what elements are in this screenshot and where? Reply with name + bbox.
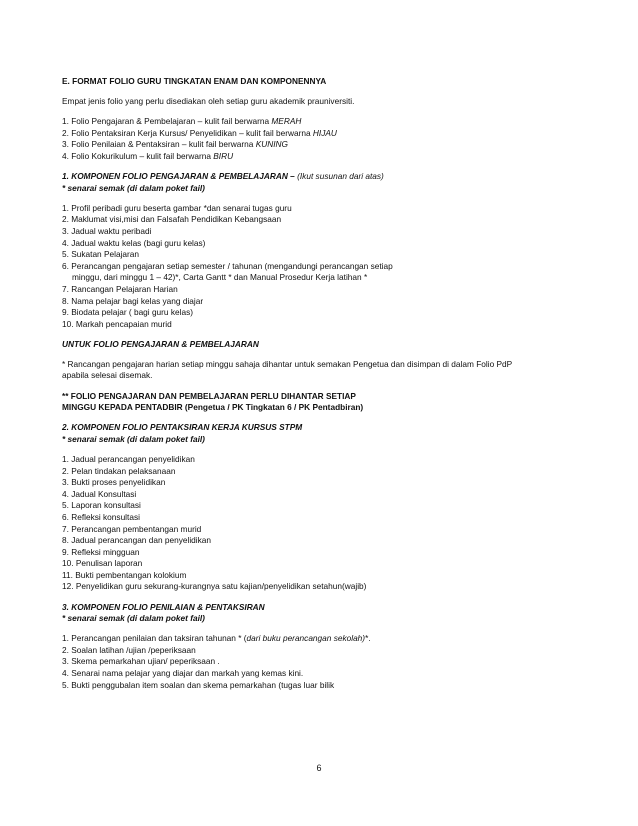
komponen1-title: 1. KOMPONEN FOLIO PENGAJARAN & PEMBELAJARAN – xyxy=(62,171,295,182)
folio-item-color: HIJAU xyxy=(312,127,337,138)
komponen1-subheading: * senarai semak (di dalam poket fail) xyxy=(62,182,205,193)
list-item: 3. Skema pemarkahan ujian/ peperiksaan . xyxy=(62,656,220,667)
list-item: 8. Jadual perancangan dan penyelidikan xyxy=(62,535,211,546)
list-item: 5. Bukti penggubalan item soalan dan skema pemarkahan (tugas luar bilik xyxy=(62,679,335,690)
section-e-intro: Empat jenis folio yang perlu disediakan oleh setiap guru akademik prauniversiti. xyxy=(62,96,355,107)
folio-item xyxy=(62,139,582,151)
page-number: 6 xyxy=(316,763,322,773)
list-item-italic: dari buku perancangan sekolah) xyxy=(246,633,366,644)
hantar-note-line: ** FOLIO PENGAJARAN DAN PEMBELAJARAN PERLU DIHANTAR SETIAP xyxy=(62,390,356,401)
komponen3-subheading: * senarai semak (di dalam poket fail) xyxy=(62,613,205,624)
document-body xyxy=(62,76,582,691)
section-e-heading: E. FORMAT FOLIO GURU TINGKATAN ENAM DAN KOMPONENNYA xyxy=(62,76,327,86)
list-item: 10. Markah pencapaian murid xyxy=(62,318,172,329)
komponen3-list xyxy=(62,633,582,691)
list-item-end: *. xyxy=(365,633,371,644)
folio-item xyxy=(62,128,582,140)
list-item: 3. Jadual waktu peribadi xyxy=(62,225,152,236)
komponen2-list xyxy=(62,454,582,593)
list-item: 4. Jadual Konsultasi xyxy=(62,488,137,499)
folio-item-text: 1. Folio Pengajaran & Pembelajaran – kulit fail berwarna xyxy=(62,116,272,127)
list-item: 4. Senarai nama pelajar yang diajar dan markah yang kemas kini. xyxy=(62,668,304,679)
list-item: 7. Rancangan Pelajaran Harian xyxy=(62,283,178,294)
list-item: 2. Maklumat visi,misi dan Falsafah Pendidikan Kebangsaan xyxy=(62,214,282,225)
list-item: 2. Pelan tindakan pelaksanaan xyxy=(62,465,176,476)
list-item: 1. Profil peribadi guru beserta gambar *dan senarai tugas guru xyxy=(62,202,292,213)
list-item: 10. Penulisan laporan xyxy=(62,558,143,569)
folio-item xyxy=(62,151,582,163)
list-item: 7. Perancangan pembentangan murid xyxy=(62,523,202,534)
folio-item-text: 4. Folio Kokurikulum – kulit fail berwarna xyxy=(62,150,214,161)
list-item: 6. Refleksi konsultasi xyxy=(62,511,140,522)
folio-item-color: KUNING xyxy=(255,139,288,150)
list-item: 8. Nama pelajar bagi kelas yang diajar xyxy=(62,295,204,306)
list-item: 4. Jadual waktu kelas (bagi guru kelas) xyxy=(62,237,206,248)
folio-item-text: 2. Folio Pentaksiran Kerja Kursus/ Penyelidikan – kulit fail berwarna xyxy=(62,127,313,138)
hantar-note-line: MINGGU KEPADA PENTADBIR (Pengetua / PK Tingkatan 6 / PK Pentadbiran) xyxy=(62,402,364,413)
list-item: 12. Penyelidikan guru sekurang-kurangnya satu kajian/penyelidikan setahun(wajib) xyxy=(62,581,367,592)
list-item: minggu, dari minggu 1 – 42)*, Carta Gantt * dan Manual Prosedur Kerja latihan * xyxy=(72,272,368,283)
komponen2-heading: 2. KOMPONEN FOLIO PENTAKSIRAN KERJA KURSUS STPM xyxy=(62,422,303,433)
folio-item-color: MERAH xyxy=(271,116,302,127)
folio-list xyxy=(62,116,582,162)
rancangan-note-line: apabila selesai disemak. xyxy=(62,370,153,381)
komponen1-note: (Ikut susunan dari atas) xyxy=(294,171,384,182)
komponen2-subheading: * senarai semak (di dalam poket fail) xyxy=(62,433,205,444)
list-item: 11. Bukti pembentangan kolokium xyxy=(62,569,187,580)
list-item: 6. Perancangan pengajaran setiap semester / tahunan (mengandungi perancangan setiap xyxy=(62,260,393,271)
list-item xyxy=(62,633,582,645)
komponen1-heading xyxy=(62,171,582,183)
komponen1-list xyxy=(62,203,582,331)
list-item: 9. Biodata pelajar ( bagi guru kelas) xyxy=(62,307,193,318)
list-item: 5. Laporan konsultasi xyxy=(62,500,141,511)
untuk-folio-heading: UNTUK FOLIO PENGAJARAN & PEMBELAJARAN xyxy=(62,338,259,349)
list-item: 3. Bukti proses penyelidikan xyxy=(62,477,166,488)
list-item-text: 1. Perancangan penilaian dan taksiran tahunan * ( xyxy=(62,633,247,644)
rancangan-note-line: * Rancangan pengajaran harian setiap minggu sahaja dihantar untuk semakan Pengetua dan disimpan di dalam Folio PdP xyxy=(62,358,513,369)
komponen3-heading: 3. KOMPONEN FOLIO PENILAIAN & PENTAKSIRAN xyxy=(62,601,265,612)
list-item: 9. Refleksi mingguan xyxy=(62,546,140,557)
folio-item-color: BIRU xyxy=(213,150,234,161)
list-item: 2. Soalan latihan /ujian /peperiksaan xyxy=(62,644,196,655)
list-item: 5. Sukatan Pelajaran xyxy=(62,249,140,260)
list-item: 1. Jadual perancangan penyelidikan xyxy=(62,453,195,464)
folio-item-text: 3. Folio Penilaian & Pentaksiran – kulit fail berwarna xyxy=(62,139,256,150)
folio-item xyxy=(62,116,582,128)
